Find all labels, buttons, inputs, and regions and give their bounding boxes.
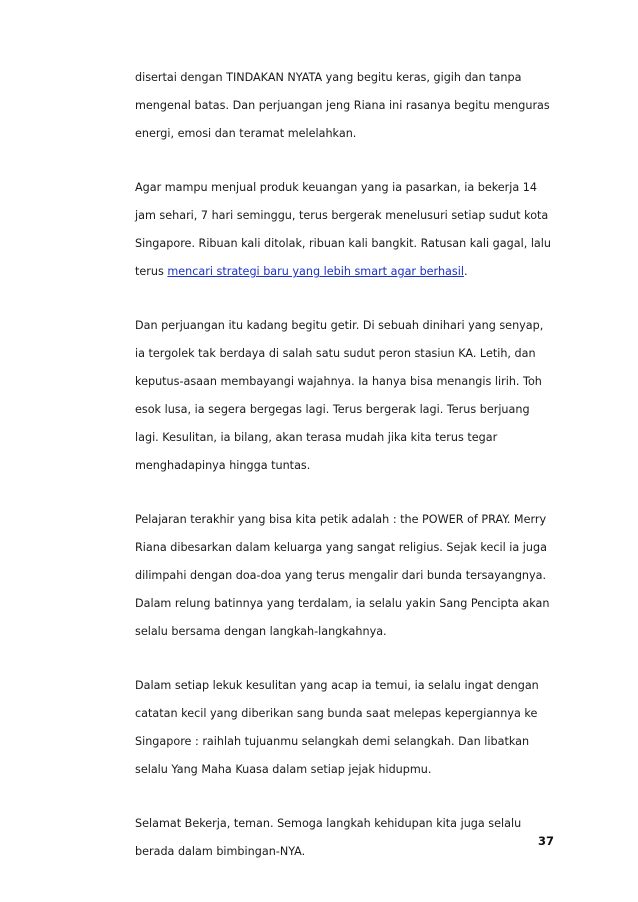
text-line: selalu bersama dengan langkah-langkahnya.: [135, 625, 387, 638]
text-line: Dalam setiap lekuk kesulitan yang acap ia temui, ia selalu ingat dengan: [135, 679, 539, 692]
text-line: Pelajaran terakhir yang bisa kita petik adalah : the POWER of PRAY. Merry: [135, 513, 547, 526]
text-line: disertai dengan TINDAKAN NYATA yang begitu keras, gigih dan tanpa: [135, 71, 522, 84]
text-line: lagi. Kesulitan, ia bilang, akan terasa mudah jika kita terus tegar: [135, 431, 498, 444]
paragraph-5: [135, 672, 555, 784]
text-line: ia tergolek tak berdaya di salah satu sudut peron stasiun KA. Letih, dan: [135, 347, 536, 360]
text-line: dilimpahi dengan doa-doa yang terus mengalir dari bunda tersayangnya.: [135, 569, 547, 582]
text-line-with-link: [135, 258, 555, 286]
strategy-link[interactable]: mencari strategi baru yang lebih smart agar berhasil: [167, 265, 464, 278]
link-suffix: .: [463, 265, 468, 278]
text-line: Dalam relung batinnya yang terdalam, ia selalu yakin Sang Pencipta akan: [135, 597, 550, 610]
paragraph-6: [135, 810, 555, 866]
body-text: [135, 64, 555, 892]
page-number: 37: [538, 834, 555, 848]
text-line: catatan kecil yang diberikan sang bunda saat melepas kepergiannya ke: [135, 707, 538, 720]
text-line: menghadapinya hingga tuntas.: [135, 459, 311, 472]
paragraph-4: [135, 506, 555, 646]
paragraph-1: [135, 64, 555, 148]
paragraph-3: [135, 312, 555, 480]
text-line: Selamat Bekerja, teman. Semoga langkah kehidupan kita juga selalu: [135, 817, 522, 830]
text-line: selalu Yang Maha Kuasa dalam setiap jejak hidupmu.: [135, 763, 432, 776]
text-line: berada dalam bimbingan-NYA.: [135, 845, 306, 858]
text-line: energi, emosi dan teramat melelahkan.: [135, 127, 357, 140]
text-line: Riana dibesarkan dalam keluarga yang sangat religius. Sejak kecil ia juga: [135, 541, 547, 554]
text-line: Dan perjuangan itu kadang begitu getir. Di sebuah dinihari yang senyap,: [135, 319, 544, 332]
text-line: Agar mampu menjual produk keuangan yang ia pasarkan, ia bekerja 14: [135, 181, 538, 194]
link-prefix: terus: [135, 265, 168, 278]
text-line: mengenal batas. Dan perjuangan jeng Riana ini rasanya begitu menguras: [135, 99, 550, 112]
text-line: jam sehari, 7 hari seminggu, terus bergerak menelusuri setiap sudut kota: [135, 209, 549, 222]
text-line: keputus-asaan membayangi wajahnya. Ia hanya bisa menangis lirih. Toh: [135, 375, 542, 388]
text-line: Singapore : raihlah tujuanmu selangkah demi selangkah. Dan libatkan: [135, 735, 530, 748]
text-line: esok lusa, ia segera bergegas lagi. Terus bergerak lagi. Terus berjuang: [135, 403, 530, 416]
paragraph-2: [135, 174, 555, 286]
text-line: Singapore. Ribuan kali ditolak, ribuan kali bangkit. Ratusan kali gagal, lalu: [135, 237, 551, 250]
